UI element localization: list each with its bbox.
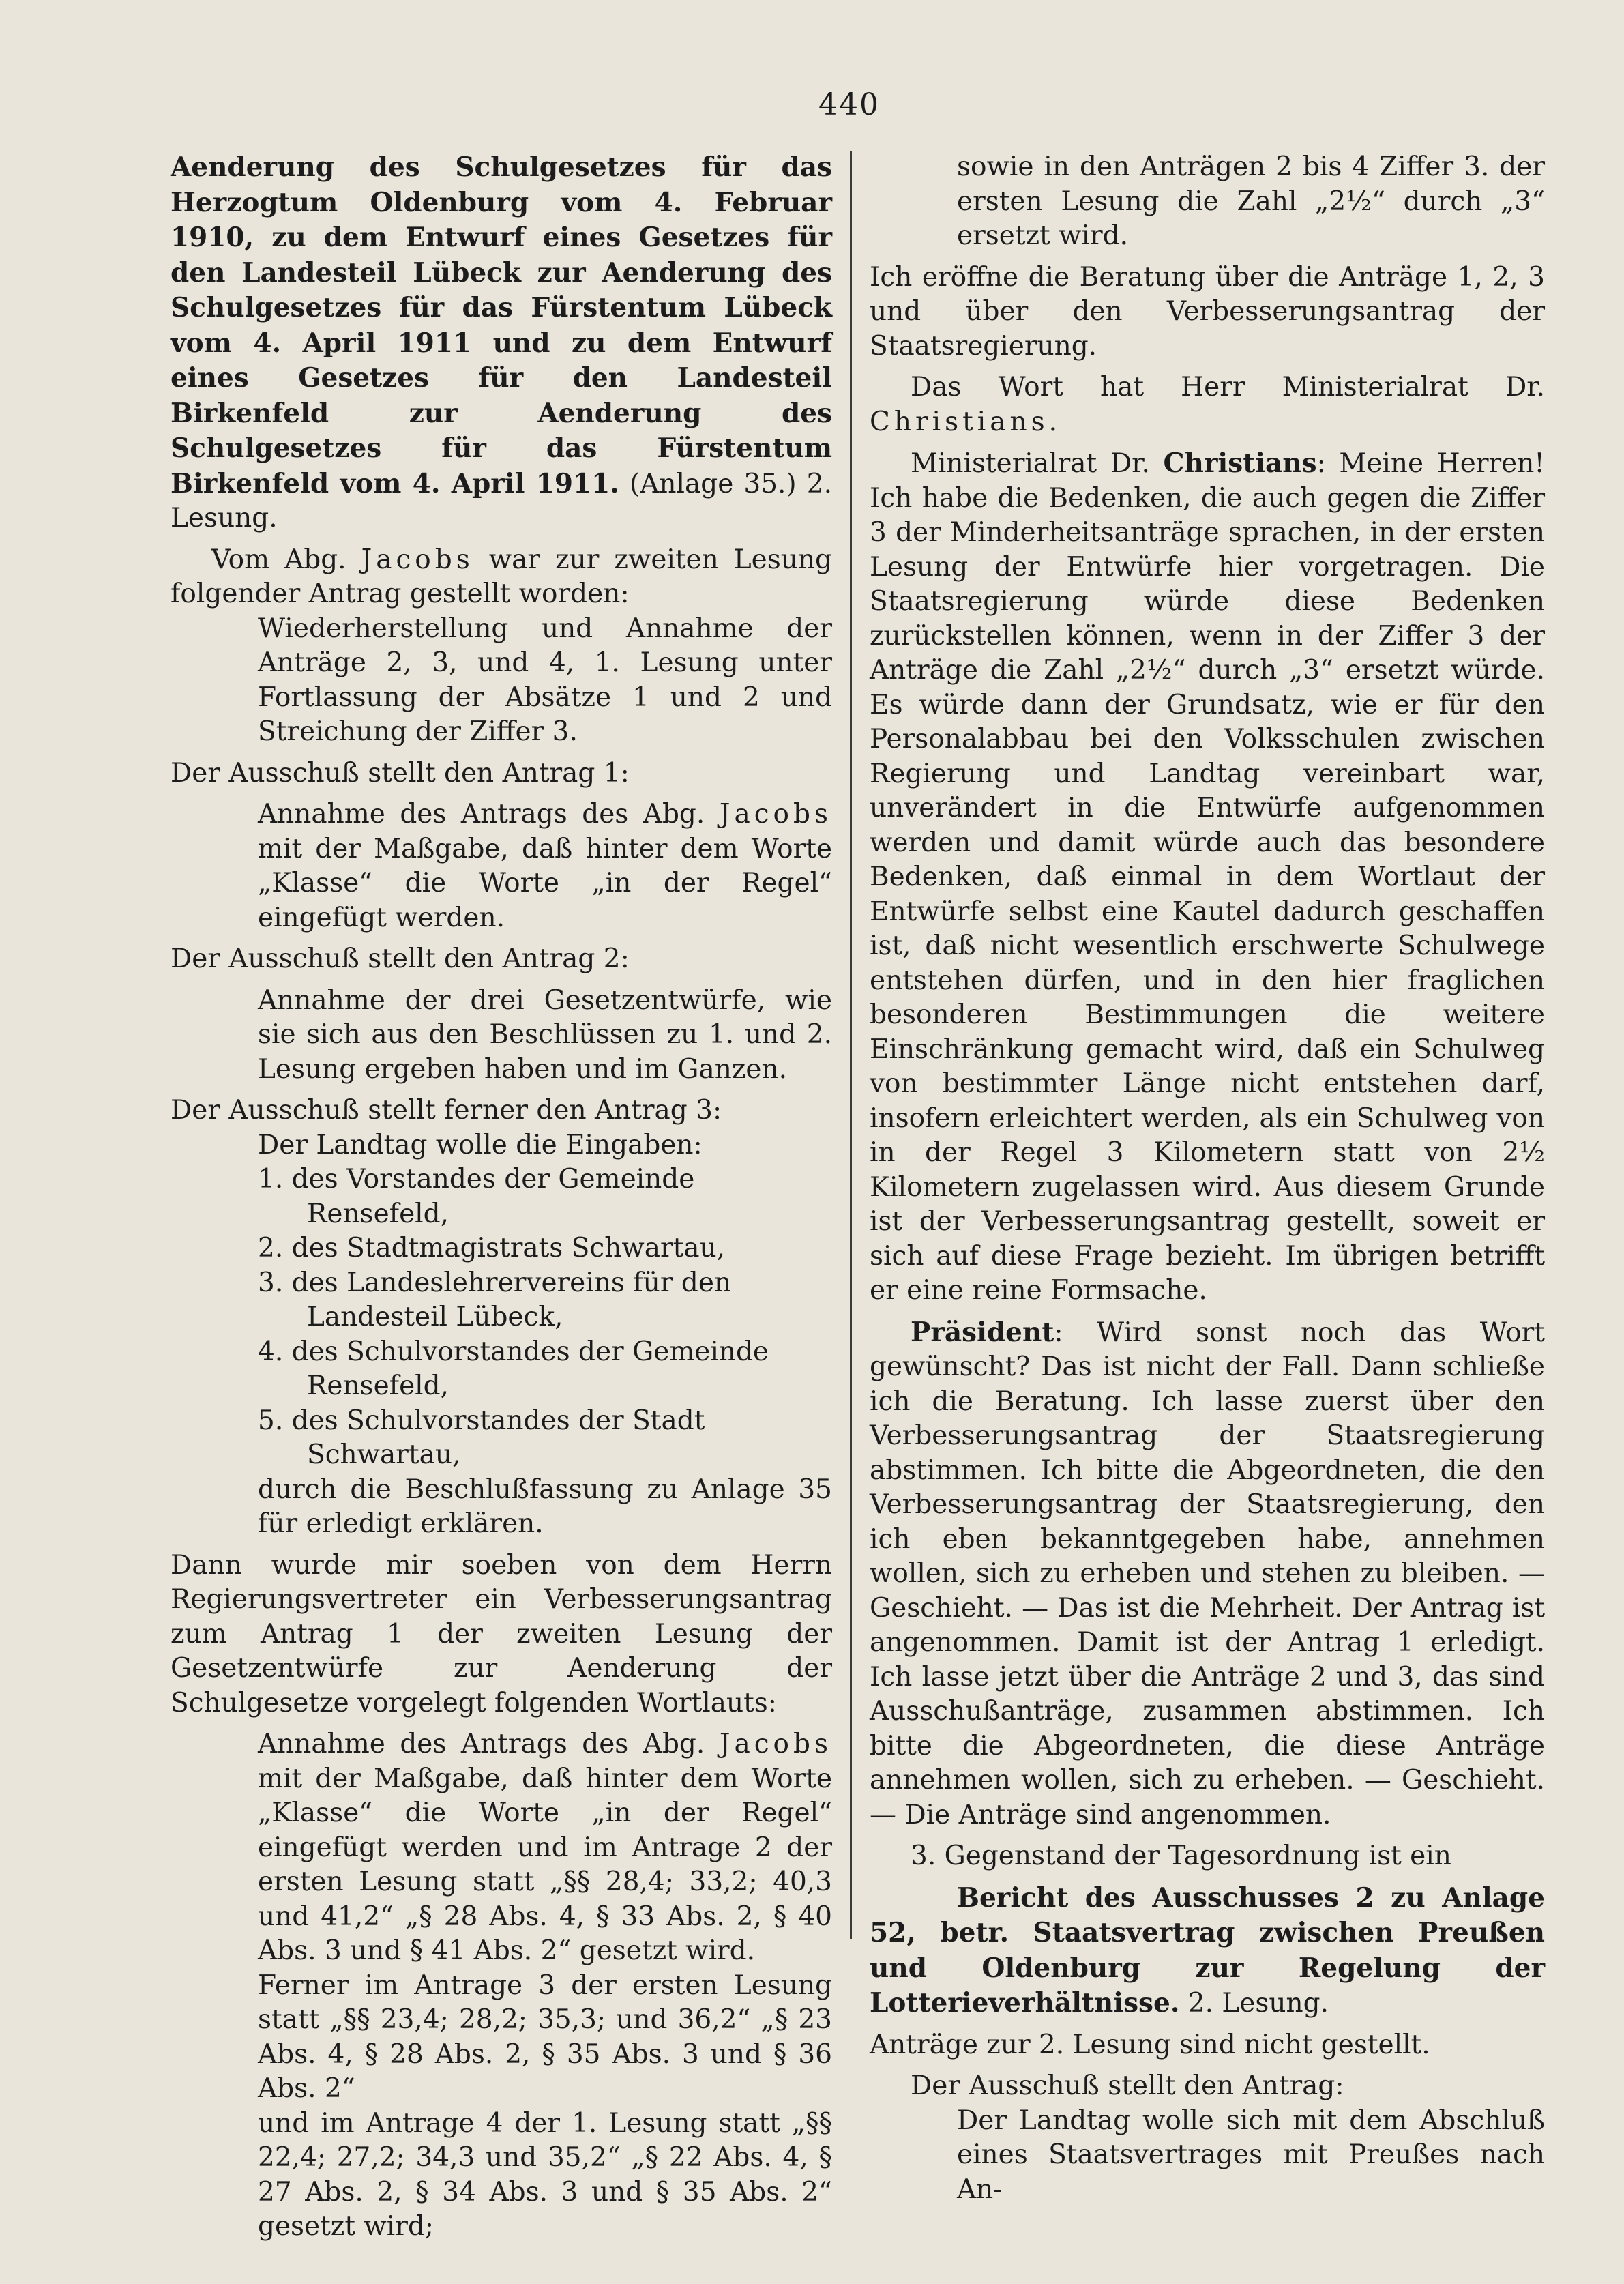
text: mit der Maßgabe, daß hinter dem Worte „Klasse“ die Worte „in der Regel“ eingefügt werden und im Antrage 2 der ersten Lesung statt „§§ 28,4; 33,2; 40,3 und 41,2“ „§ 28 Abs. 4, § 33 Abs. 2, § 40 Abs. 3 und § 41 Abs. 2“ gesetzt wird.	[258, 1763, 832, 1966]
motion-quote: und im Antrage 4 der 1. Lesung statt „§§ 22,4; 27,2; 34,3 und 35,2“ „§ 22 Abs. 4, § 27 Abs. 2, § 34 Abs. 3 und § 35 Abs. 2“ gesetzt wird;	[258, 2107, 832, 2242]
paragraph: Dann wurde mir soeben von dem Herrn Regierungsvertreter ein Verbesserungsantrag zum Antrag 1 der zweiten Lesung der Gesetzentwürfe zur Aenderung der Schulgesetze vorgelegt folgenden Wortlauts:	[171, 1549, 832, 1718]
paragraph	[870, 370, 1545, 439]
speaker-name: Jacobs	[361, 544, 474, 575]
column-divider	[850, 151, 852, 1939]
agenda-heading	[171, 150, 832, 536]
paragraph: Ich eröffne die Beratung über die Anträge 1, 2, 3 und über den Verbesserungsantrag der Staatsregierung.	[870, 261, 1545, 362]
motion-quote: sowie in den Anträgen 2 bis 4 Ziffer 3. der ersten Lesung die Zahl „2½“ durch „3“ ersetzt wird.	[957, 151, 1545, 251]
speech	[870, 1315, 1545, 1833]
text: : Wird sonst noch das Wort gewünscht? Das ist nicht der Fall. Dann schließe ich die Beratung. Ich lasse zuerst über den Verbesserungsantrag der Staatsregierung abstimmen. Ich bitte die Abgeordneten, die den Verbesserungsantrag der Staatsregierung, den ich eben bekanntgegeben habe, annehmen wollen, sich zu erheben und stehen zu bleiben. — Geschieht. — Das ist die Mehrheit. Der Antrag ist angenommen. Damit ist der Antrag 1 erledigt. Ich lasse jetzt über die Anträge 2 und 3, das sind Ausschußanträge, zusammen abstimmen. Ich bitte die Abgeordneten, die diese Anträge annehmen wollen, sich zu erheben. — Geschieht. — Die Anträge sind angenommen.	[870, 1317, 1545, 1830]
text: mit der Maßgabe, daß hinter dem Worte „Klasse“ die Worte „in der Regel“ eingefügt werden.	[258, 833, 832, 933]
text: Ministerialrat Dr.	[911, 448, 1164, 479]
agenda-heading-tail: (Anlage 35.) 2. Lesung.	[171, 468, 832, 533]
text: Annahme des Antrags des Abg.	[258, 1729, 720, 1759]
motion-quote: Der Landtag wolle die Eingaben:	[258, 1129, 703, 1160]
list-item: 1. des Vorstandes der Gemeinde Rensefeld,	[258, 1164, 695, 1229]
paragraph: 3. Gegenstand der Tagesordnung ist ein	[911, 1841, 1451, 1871]
paragraph	[171, 543, 832, 612]
list-item: 2. des Stadtmagistrats Schwartau,	[258, 1233, 726, 1263]
agenda-heading	[870, 1881, 1545, 2021]
agenda-heading-tail: 2. Lesung.	[1179, 1988, 1329, 2019]
agenda-heading-bold: Aenderung des Schulgesetzes für das Herzogtum Oldenburg vom 4. Februar 1910, zu dem Entwurf eines Gesetzes für den Landesteil Lübeck zur Aenderung des Schulgesetzes für das Fürstentum Lübeck vom 4. April 1911 und zu dem Entwurf eines Gesetzes für den Landesteil Birkenfeld zur Aenderung des Schulgesetzes für das Fürstentum Birkenfeld vom 4. April 1911.	[171, 151, 832, 499]
speaker-name: Präsident	[911, 1316, 1054, 1348]
list-item: 5. des Schulvorstandes der Stadt Schwartau,	[258, 1405, 705, 1470]
speaker-name: Christians	[870, 406, 1049, 437]
list-item: 3. des Landeslehrervereins für den Landesteil Lübeck,	[258, 1267, 732, 1332]
motion-quote	[258, 1727, 832, 1969]
text: .	[1048, 406, 1058, 437]
paragraph: Der Ausschuß stellt ferner den Antrag 3:	[171, 1095, 722, 1126]
motion-quote: Annahme der drei Gesetzentwürfe, wie sie sich aus den Beschlüssen zu 1. und 2. Lesung ergeben haben und im Ganzen.	[258, 984, 832, 1085]
speaker-name: Jacobs	[719, 1729, 832, 1759]
speaker-name: Christians	[1163, 448, 1317, 479]
text: Annahme des Antrags des Abg.	[258, 799, 720, 830]
text: Vom Abg.	[211, 544, 361, 575]
paragraph: Der Ausschuß stellt den Antrag 1:	[171, 757, 630, 789]
speech	[870, 446, 1545, 1308]
motion-quote: Der Landtag wolle sich mit dem Abschluß eines Staatsvertrages mit Preußes nach An-	[957, 2105, 1545, 2205]
motion-quote	[258, 797, 832, 935]
motion-quote: durch die Beschlußfassung zu Anlage 35 für erledigt erklären.	[258, 1474, 832, 1539]
paragraph: Der Ausschuß stellt den Antrag:	[911, 2070, 1344, 2101]
paragraph: Der Ausschuß stellt den Antrag 2:	[171, 943, 630, 974]
speaker-name: Jacobs	[719, 799, 832, 830]
left-column	[171, 150, 832, 2244]
page-number: 440	[818, 87, 880, 122]
agenda-heading-bold: Bericht des Ausschusses 2 zu Anlage 52, betr. Staatsvertrag zwischen Preußen und Oldenburg zur Regelung der Lotterieverhältnisse.	[870, 1882, 1545, 2019]
list-item: 4. des Schulvorstandes der Gemeinde Rensefeld,	[258, 1336, 769, 1401]
paragraph: Anträge zur 2. Lesung sind nicht gestellt.	[870, 2029, 1430, 2060]
right-column	[870, 150, 1545, 2207]
motion-quote: Ferner im Antrage 3 der ersten Lesung statt „§§ 23,4; 28,2; 35,3; und 36,2“ „§ 23 Abs. 4, § 28 Abs. 2, § 35 Abs. 3 und § 36 Abs. 2“	[258, 1970, 832, 2104]
text: Das Wort hat Herr Ministerialrat Dr.	[911, 372, 1545, 402]
text: war zur zweiten Lesung folgender Antrag gestellt worden:	[171, 544, 832, 609]
text: : Meine Herren! Ich habe die Bedenken, die auch gegen die Ziffer 3 der Minderheitsanträge sprachen, in der ersten Lesung der Entwürfe hier vorgetragen. Die Staatsregierung würde diese Bedenken zurückstellen können, wenn in der Ziffer 3 der Anträge die Zahl „2½“ durch „3“ ersetzt würde. Es würde dann der Grundsatz, wie er für den Personalabbau bei den Volksschulen zwischen Regierung und Landtag vereinbart war, unverändert in die Entwürfe aufgenommen werden und damit würde auch das besondere Bedenken, daß einmal in dem Wortlaut der Entwürfe selbst eine Kautel dadurch geschaffen ist, daß nicht wesentlich erschwerte Schulwege entstehen dürfen, und in den hier fraglichen besonderen Bestimmungen die weitere Einschränkung gemacht wird, daß ein Schulweg von bestimmter Länge nicht entstehen darf, insofern erleichtert werden, als ein Schulweg von in der Regel 3 Kilometern statt von 2½ Kilometern zugelassen wird. Aus diesem Grunde ist der Verbesserungsantrag gestellt, soweit er sich auf diese Frage bezieht. Im übrigen betrifft er eine reine Formsache.	[870, 448, 1545, 1306]
motion-quote: Wiederherstellung und Annahme der Anträge 2, 3, und 4, 1. Lesung unter Fortlassung der Absätze 1 und 2 und Streichung der Ziffer 3.	[258, 613, 832, 747]
